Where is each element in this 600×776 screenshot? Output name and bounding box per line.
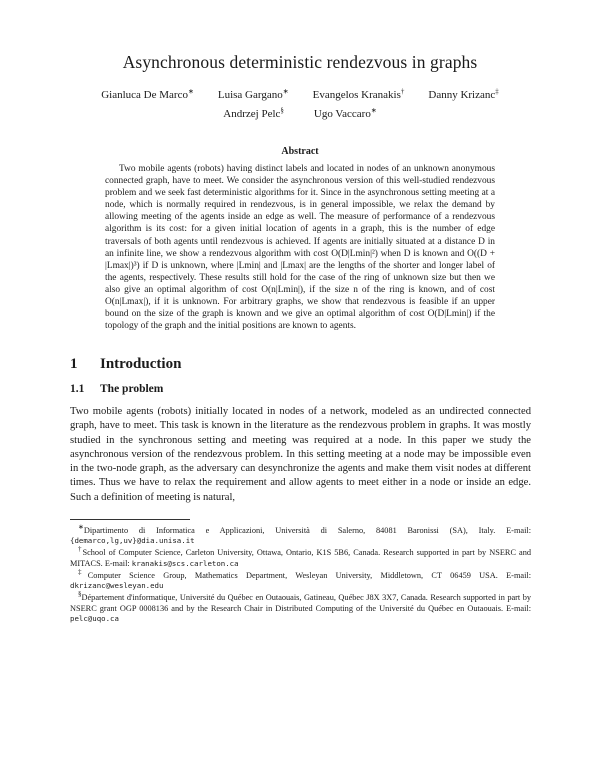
body-paragraph: Two mobile agents (robots) initially located in nodes of a network, modeled as an undirected connected graph, have to meet. This task is known in the literature as the rendezvous problem in graphs. It was mostly studied in the synchronous setting and meeting was required at a node. In this paper we study the asynchronous version of the rendezvous problem. In this setting meeting at a node may be impossible even in the two-node graph, as the adversary can desynchronize the agents and make them visit nodes at different times. Thus we have to relax the requirement and allow agents to meet either in a node or inside an edge. Such a definition of meeting is natural,	[70, 406, 531, 503]
section-number: 1	[70, 356, 78, 372]
footnote-email: dkrizanc@wesleyan.edu	[70, 581, 164, 591]
section-heading	[70, 356, 181, 373]
subsection-title: The problem	[100, 383, 164, 395]
footnote-mark: §	[78, 590, 82, 599]
author-name: Gianluca De Marco	[101, 89, 188, 101]
author-name: Danny Krizanc	[428, 89, 496, 101]
footnote-email: pelc@uqo.ca	[70, 614, 119, 624]
footnote-email: {demarco,lg,uv}@dia.unisa.it	[70, 536, 195, 546]
author-mark: ‡	[495, 87, 499, 96]
author-mark: ∗	[282, 87, 289, 96]
authors-row-2	[0, 108, 600, 120]
footnote-text: School of Computer Science, Carleton University, Ottawa, Ontario, K1S 5B6, Canada. Research supported in part by NSERC and MITACS. E-mail:	[70, 548, 532, 568]
footnote	[70, 545, 532, 569]
footnote-mark: ∗	[78, 523, 84, 532]
abstract-text: Two mobile agents (robots) having distinct labels and located in nodes of an unknown anonymous connected graph, have to meet. We consider the asynchronous version of this well-studied rendezvous problem and we seek fast deterministic algorithms for it. Since in the asynchronous setting meeting at a node, which is normally required in rendezvous, is in general impossible, we relax the demand by allowing meeting of the agents inside an edge as well. The measure of performance of a rendezvous algorithm is its cost: for a given initial location of agents in a graph, this is the number of edge traversals of both agents until rendezvous is achieved. If agents are initially situated at a distance D in an infinite line, we show a rendezvous algorithm with cost O(D|Lmin|²) when D is known and O((D + |Lmax|)³) if D is unknown, where |Lmin| and |Lmax| are the lengths of the shorter and longer label of the agents, respectively. These results still hold for the case of the ring of unknown size but then we also give an optimal algorithm of cost O(n|Lmin|), if the size n of the ring is known, and of cost O(n|Lmax|), if it is unknown. For arbitrary graphs, we show that rendezvous is feasible if an upper bound on the size of the graph is known and we give an optimal algorithm of cost O(D|Lmin|) if the topology of the graph and the initial positions are known to agents.	[105, 164, 495, 332]
authors-row-1	[0, 89, 600, 101]
footnote-text: Computer Science Group, Mathematics Department, Wesleyan University, Middletown, CT 06459 USA. E-mail:	[87, 570, 532, 580]
footnote-email: kranakis@scs.carleton.ca	[131, 558, 239, 568]
author-mark: †	[400, 87, 405, 96]
author	[313, 89, 405, 101]
subsection-heading	[70, 383, 163, 395]
footnotes	[70, 523, 532, 626]
author	[101, 89, 194, 101]
author	[223, 108, 284, 120]
footnote	[70, 568, 532, 592]
footnote-mark: †	[78, 545, 83, 554]
author-name: Ugo Vaccaro	[313, 108, 371, 120]
footnote-divider	[70, 519, 190, 520]
author-name: Evangelos Kranakis	[312, 89, 401, 101]
footnote	[70, 523, 531, 547]
author	[314, 108, 377, 120]
author-name: Andrzej Pelc	[223, 108, 281, 120]
footnote-text: Département d'informatique, Université du Québec en Outaouais, Gatineau, Québec J8X 3X7, Canada. Research supported in part by NSERC grant OGP 0008136 and by the Research Chair in Distributed Computing of the Université du Québec en Outaouais. E-mail:	[70, 593, 531, 613]
author-mark: ∗	[370, 106, 377, 115]
author-mark: ∗	[187, 87, 194, 96]
footnote	[70, 590, 531, 624]
subsection-number: 1.1	[70, 383, 85, 395]
author	[218, 89, 289, 101]
author-name: Luisa Gargano	[217, 89, 283, 101]
author-mark: §	[280, 106, 284, 115]
footnote-mark: ‡	[78, 568, 88, 577]
footnote-text: Dipartimento di Informatica e Applicazioni, Università di Salerno, 84081 Baronissi (SA), Italy. E-mail:	[83, 526, 531, 535]
paper-title: Asynchronous deterministic rendezvous in graphs	[122, 52, 478, 72]
author	[428, 89, 498, 101]
section-title: Introduction	[100, 356, 182, 372]
abstract-heading: Abstract	[281, 146, 319, 157]
